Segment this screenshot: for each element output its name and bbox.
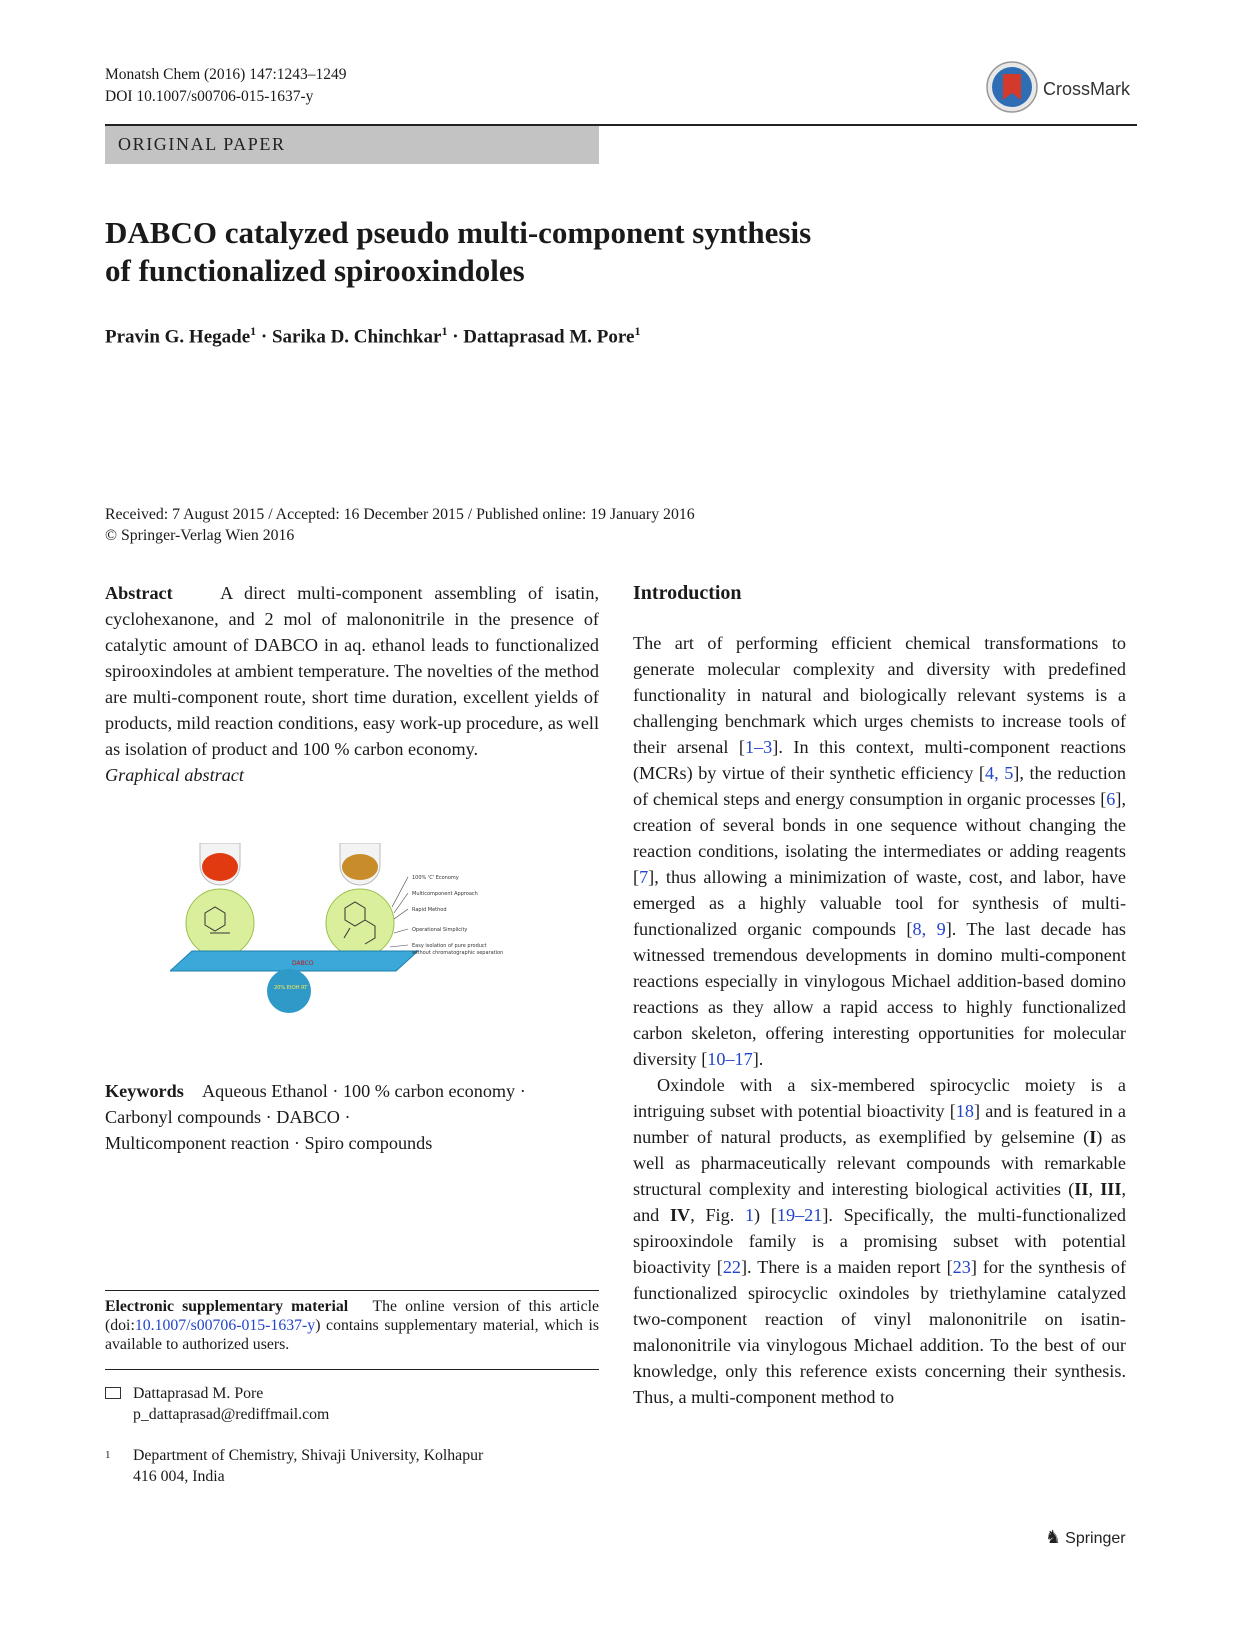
text-run: ], thus allowing a minimization of waste, cost, and labor, have emerged as a highly valuable tool for synthesis of multi-functionalized organic compounds [ bbox=[633, 867, 1126, 939]
citation-link[interactable]: 8, 9 bbox=[912, 919, 946, 939]
author-name[interactable]: Dattaprasad M. Pore bbox=[463, 326, 635, 348]
esm-text: The online version of this article (doi: bbox=[105, 1298, 599, 1334]
fulcrum-label: 20% EtOH RT bbox=[274, 985, 308, 991]
citation-link[interactable]: 4, 5 bbox=[984, 763, 1014, 783]
author-separator: · bbox=[447, 326, 464, 348]
beam-label: DABCO bbox=[292, 960, 314, 967]
esm-text: ) contains supplementary material, which is available to authorized users. bbox=[105, 1317, 599, 1353]
citation-link[interactable]: 10–17 bbox=[707, 1049, 753, 1069]
text-run: ]. The last decade has witnessed tremendous developments in domino multi-component reactions especially in vinylogous Michael addition-based domino reactions as they allow a rapid access to highly functionalized carbon skeleton, offering interesting opportunities for molecular diversity [ bbox=[633, 919, 1127, 1069]
dates-line: Received: 7 August 2015 / Accepted: 16 December 2015 / Published online: 19 January 2016 bbox=[105, 506, 695, 523]
keywords-section bbox=[105, 1078, 599, 1156]
corresponding-author: Dattaprasad M. Pore bbox=[133, 1385, 264, 1402]
publisher-logo bbox=[1045, 1527, 1126, 1548]
text-run: ]. There is a maiden report [ bbox=[741, 1257, 953, 1277]
copyright-line: © Springer-Verlag Wien 2016 bbox=[105, 527, 295, 544]
affiliation-line: Department of Chemistry, Shivaji University, Kolhapur bbox=[133, 1447, 484, 1464]
author-separator: · bbox=[256, 326, 272, 348]
title-line-1: DABCO catalyzed pseudo multi-component synthesis bbox=[105, 215, 812, 250]
envelope-icon bbox=[105, 1387, 121, 1399]
author-affil-mark: 1 bbox=[250, 324, 257, 338]
affiliation-number: 1 bbox=[105, 1449, 111, 1461]
esm-label: Electronic supplementary material bbox=[105, 1298, 349, 1315]
affiliation-line: 416 004, India bbox=[133, 1468, 225, 1485]
springer-horse-icon: ♞ bbox=[1045, 1527, 1062, 1547]
ga-feature: Rapid Method bbox=[412, 907, 447, 913]
section-heading: Introduction bbox=[633, 582, 742, 604]
abstract-text: A direct multi-component assembling of isatin, cyclohexanone, and 2 mol of malononitrile in the presence of catalytic amount of DABCO in aq. ethanol leads to functionalized spirooxindoles at ambient temperature. The novelties of the method are multi-component route, short time duration, excellent yields of products, mild reaction conditions, easy work-up procedure, as well as isolation of product and 100 % carbon economy. bbox=[105, 583, 600, 759]
keywords-label: Keywords bbox=[105, 1081, 184, 1101]
keywords-line: Aqueous Ethanol · 100 % carbon economy · bbox=[202, 1081, 526, 1101]
esm-note bbox=[105, 1297, 599, 1354]
publisher-name: Springer bbox=[1065, 1530, 1126, 1547]
text-run: ]. bbox=[752, 1049, 764, 1069]
affiliation bbox=[105, 1445, 483, 1487]
citation-link[interactable]: 19–21 bbox=[776, 1205, 823, 1225]
ga-feature: Multicomponent Approach bbox=[412, 891, 478, 897]
compound-label: IV bbox=[669, 1205, 691, 1225]
text-run: ) as well as pharmaceutically relevant compounds with remarkable structural complexity and interesting biological activities ( bbox=[633, 1127, 1126, 1199]
figure-link[interactable]: 1 bbox=[744, 1205, 755, 1225]
compound-label: I bbox=[1089, 1127, 1097, 1147]
citation-link[interactable]: 23 bbox=[952, 1257, 971, 1277]
article-title bbox=[105, 214, 1005, 290]
crossmark-label: CrossMark bbox=[1043, 79, 1131, 99]
abstract-section bbox=[105, 580, 599, 788]
citation-link[interactable]: 7 bbox=[639, 867, 649, 887]
text-run: , Fig. bbox=[690, 1205, 745, 1225]
ga-feature: 100% 'C' Economy bbox=[412, 875, 459, 881]
ga-feature: without chromatographic separation bbox=[412, 950, 504, 956]
publication-dates bbox=[105, 504, 695, 546]
author-name[interactable]: Pravin G. Hegade bbox=[105, 326, 251, 348]
graphical-abstract-image bbox=[170, 843, 540, 1019]
text-run: ) [ bbox=[754, 1205, 777, 1225]
text-run: , and bbox=[633, 1179, 1126, 1225]
intro-paragraph-2 bbox=[633, 1072, 1126, 1410]
text-run: ], creation of several bonds in one sequence without changing the reaction conditions, isolating the intermediates or adding reagents [ bbox=[633, 789, 1126, 887]
corresponding-email[interactable]: p_dattaprasad@rediffmail.com bbox=[133, 1406, 330, 1423]
abstract-paragraph bbox=[105, 580, 599, 762]
footnote-rule bbox=[105, 1290, 599, 1291]
citation-link[interactable]: 1–3 bbox=[744, 737, 773, 757]
author-affil-mark: 1 bbox=[634, 324, 641, 338]
text-run: ]. Specifically, the multi-functionalized spirooxindole family is a promising subset with potential bioactivity [ bbox=[633, 1205, 1126, 1277]
crossmark-icon bbox=[985, 60, 1039, 114]
article-type-banner bbox=[105, 126, 599, 164]
ga-feature: Easy isolation of pure product bbox=[412, 943, 487, 949]
text-run: ] for the synthesis of functionalized spirocyclic oxindoles by triethylamine catalyzed two-component reaction of vinyl malononitrile on isatin-malononitrile via vinylogous Michael addition. To the best of our knowledge, only this reference exists concerning their synthesis. Thus, a multi-component method to bbox=[633, 1257, 1127, 1407]
graphical-abstract-figure bbox=[170, 843, 540, 1019]
citation-link[interactable]: 18 bbox=[955, 1101, 974, 1121]
journal-citation: Monatsh Chem (2016) 147:1243–1249 bbox=[105, 66, 347, 83]
doi: DOI 10.1007/s00706-015-1637-y bbox=[105, 88, 314, 105]
article-type-label: ORIGINAL PAPER bbox=[118, 134, 286, 154]
abstract-label: Abstract bbox=[105, 583, 173, 603]
esm-doi-link[interactable]: 10.1007/s00706-015-1637-y bbox=[134, 1317, 316, 1334]
keywords-line: Carbonyl compounds · DABCO · bbox=[105, 1107, 351, 1127]
author-list bbox=[105, 324, 640, 348]
crossmark-badge[interactable] bbox=[985, 60, 1131, 118]
intro-paragraph-1 bbox=[633, 630, 1126, 1072]
keywords-line: Multicomponent reaction · Spiro compounds bbox=[105, 1133, 433, 1153]
title-line-2: of functionalized spirooxindoles bbox=[105, 253, 525, 288]
correspondence bbox=[105, 1383, 329, 1425]
footnote-rule bbox=[105, 1369, 599, 1370]
text-run: , bbox=[1088, 1179, 1101, 1199]
compound-label: III bbox=[1100, 1179, 1122, 1199]
text-run: ] and is featured in a number of natural products, as exemplified by gelsemine ( bbox=[633, 1101, 1126, 1147]
citation-link[interactable]: 22 bbox=[722, 1257, 741, 1277]
author-name[interactable]: Sarika D. Chinchkar bbox=[271, 326, 442, 348]
text-run: Oxindole with a six-membered spirocyclic moiety is a intriguing subset with potential bioactivity [ bbox=[633, 1075, 1126, 1121]
author-affil-mark: 1 bbox=[441, 324, 448, 338]
text-run: ]. In this context, multi-component reactions (MCRs) by virtue of their synthetic efficiency [ bbox=[633, 737, 1127, 783]
journal-meta bbox=[105, 64, 347, 108]
text-run: ], the reduction of chemical steps and energy consumption in organic processes [ bbox=[633, 763, 1126, 809]
graphical-abstract-label: Graphical abstract bbox=[105, 765, 244, 785]
ga-feature: Operational Simplicity bbox=[412, 927, 468, 933]
citation-link[interactable]: 6 bbox=[1106, 789, 1116, 809]
text-run: The art of performing efficient chemical transformations to generate molecular complexity and diversity with predefined functionality in natural and biologically relevant systems is a challenging benchmark which urges chemists to increase tools of their arsenal [ bbox=[633, 633, 1126, 757]
introduction-section bbox=[633, 580, 1126, 1410]
compound-label: II bbox=[1074, 1179, 1089, 1199]
